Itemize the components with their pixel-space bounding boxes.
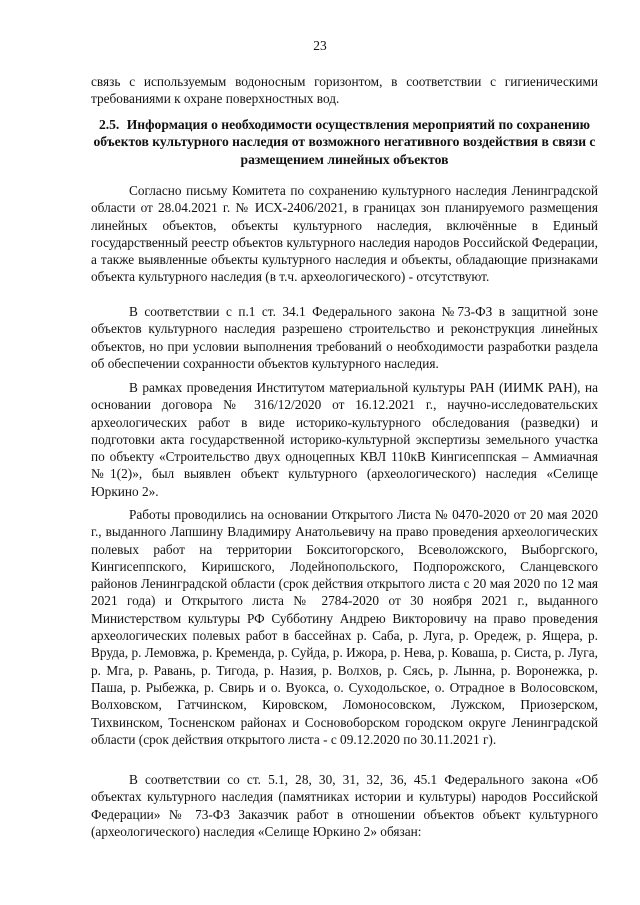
intro-paragraph: связь с используемым водоносным горизонтом, в соответствии с гигиеническими требованиями к охране поверхностных вод. [91, 74, 598, 107]
paragraph-1: Согласно письму Комитета по сохранению культурного наследия Ленинградской области от 28.04.2021 г. № ИСХ-2406/2021, в границах зон планируемого размещения линейных объектов, объекты культурного наследия, включённые в Единый государственный реестр объектов культурного наследия народов Российской Федерации, а также выявленные объекты культурного наследия и объекты, обладающие признаками объекта культурного наследия (в т.ч. археологического) - отсутствуют. [91, 183, 598, 285]
paragraph-2: В соответствии с п.1 ст. 34.1 Федерального закона №73-ФЗ в защитной зоне объектов культурного наследия разрешено строительство и реконструкция линейных объектов, но при условии выполнения требований о необходимости разработки раздела об обеспечении сохранности объектов культурного наследия. [91, 304, 598, 371]
section-title: Информация о необходимости осуществления мероприятий по сохранению объектов культурного наследия от возможного негативного воздействия в связи с размещением линейных объектов [93, 117, 596, 167]
section-number: 2.5. [98, 117, 120, 132]
paragraph-3: В рамках проведения Институтом материальной культуры РАН (ИИМК РАН), на основании договора № 316/12/2020 от 16.12.2021 г., научно-исследовательских археологических работ в виде историко-культурного обследования (разведки) и подготовки акта государственной историко-культурной экспертизы земельного участка по объекту «Строительство двух одноцепных КВЛ 110кВ Кингисеппская – Аммиачная №1(2)», был выявлен объект культурного (археологического) наследия «Селище Юркино 2». [91, 380, 598, 499]
page-number: 23 [313, 38, 327, 53]
paragraph-4: Работы проводились на основании Открытого Листа № 0470-2020 от 20 мая 2020 г., выданного Лапшину Владимиру Анатольевичу на право проведения археологических полевых работ на территории Бокситогорского, Всеволожского, Выборгского, Кингисеппского, Киришского, Лодейнопольского, Подпорожского, Сланцевского районов Ленинградской области (срок действия открытого листа с 20 мая 2020 по 12 мая 2021 года) и Открытого листа № 2784-2020 от 30 ноября 2021 г., выданного Министерством культуры РФ Субботину Андрею Викторовичу на право проведения археологических полевых работ в бассейнах р. Саба, р. Луга, р. Оредеж, р. Ящера, р. Вруда, р. Лемовжа, р. Кременда, р. Суйда, р. Ижора, р. Нева, р. Коваша, р. Систа, р. Луга, р. Мга, р. Равань, р. Тигода, р. Назия, р. Волхов, р. Сясь, р. Лынна, р. Воронежка, р. Паша, р. Рыбежка, р. Свирь и о. Вуокса, о. Суходольское, о. Отрадное в Волосовском, Волховском, Гатчинском, Кировском, Ломоносовском, Лужском, Приозерском, Тихвинском, Тосненском районах и Сосновоборском городском округе Ленинградской области (срок действия открытого листа - с 09.12.2020 по 30.11.2021 г). [91, 507, 598, 747]
section-heading [91, 116, 598, 168]
paragraph-5: В соответствии со ст. 5.1, 28, 30, 31, 32, 36, 45.1 Федерального закона «Об объектах культурного наследия (памятниках истории и культуры) народов Российской Федерации» № 73-ФЗ Заказчик работ в отношении объектов объект культурного (археологического) наследия «Селище Юркино 2» обязан: [91, 772, 598, 839]
